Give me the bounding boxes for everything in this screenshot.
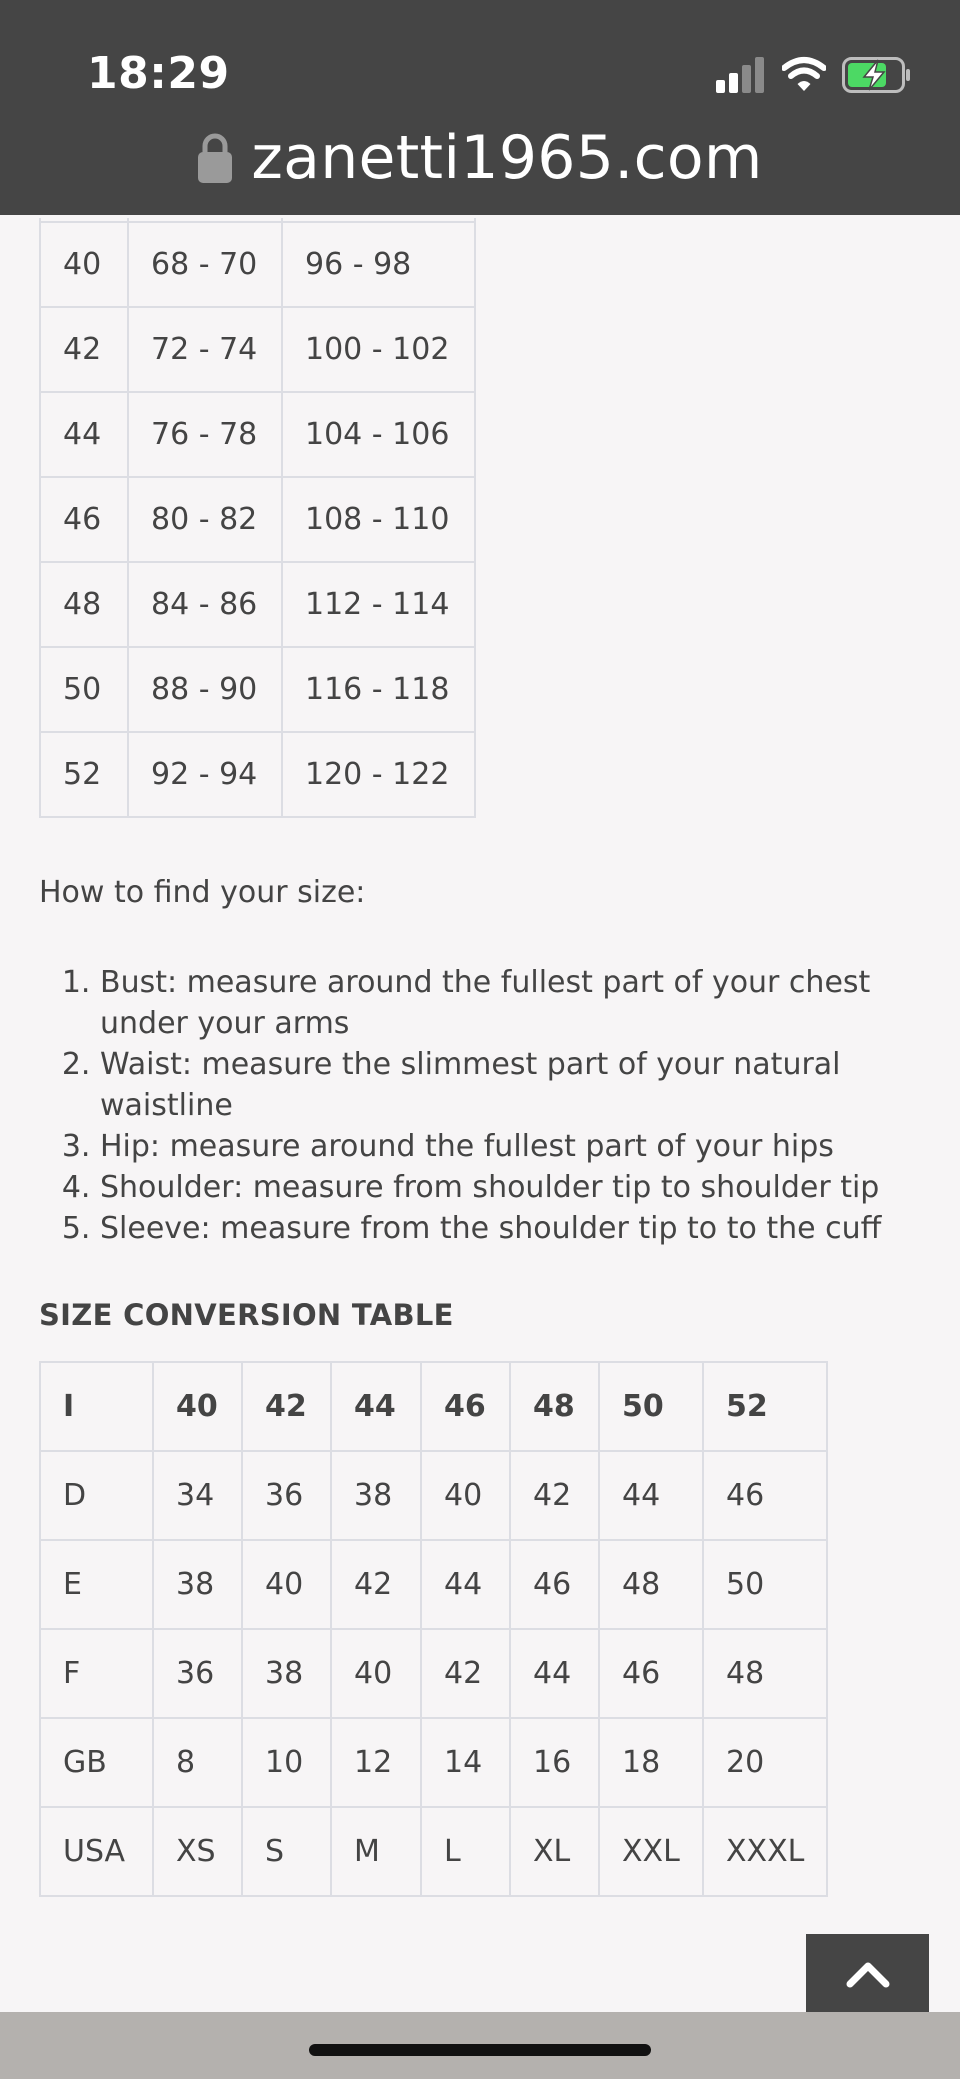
table-header-row — [40, 1362, 827, 1451]
waist-cell: 80 - 82 — [128, 477, 282, 562]
hip-cell: 100 - 102 — [282, 307, 475, 392]
chevron-up-icon — [846, 1958, 890, 1988]
table-cell: XS — [153, 1807, 242, 1896]
list-item: 3. Hip: measure around the fullest part of your hips — [100, 1126, 919, 1167]
size-cell: 46 — [40, 477, 128, 562]
home-indicator[interactable] — [309, 2044, 651, 2056]
table-cell: XXL — [599, 1807, 703, 1896]
table-cell: 50 — [703, 1540, 827, 1629]
table-cell: 16 — [510, 1718, 599, 1807]
table-cell: 38 — [153, 1540, 242, 1629]
table-row — [40, 307, 475, 392]
table-cell: 38 — [242, 1629, 331, 1718]
table-cell: D — [40, 1451, 153, 1540]
waist-cell: 84 - 86 — [128, 562, 282, 647]
waist-cell: 92 - 94 — [128, 732, 282, 817]
size-cell: 40 — [40, 222, 128, 307]
header-cell: 42 — [242, 1362, 331, 1451]
header-cell: 40 — [153, 1362, 242, 1451]
table-cell: L — [421, 1807, 510, 1896]
table-cell: 36 — [153, 1629, 242, 1718]
table-cell: 14 — [421, 1718, 510, 1807]
size-cell: 42 — [40, 307, 128, 392]
list-item: 1. Bust: measure around the fullest part of your chest under your arms — [100, 962, 919, 1044]
size-cell: 44 — [40, 392, 128, 477]
table-cell: XXXL — [703, 1807, 827, 1896]
table-row — [40, 1718, 827, 1807]
table-cell: 44 — [421, 1540, 510, 1629]
table-cell: 36 — [242, 1451, 331, 1540]
hip-cell: 120 - 122 — [282, 732, 475, 817]
table-row — [40, 222, 475, 307]
list-item: 4. Shoulder: measure from shoulder tip to shoulder tip — [100, 1167, 919, 1208]
table-cell: S — [242, 1807, 331, 1896]
size-measurement-table — [39, 218, 476, 818]
table-cell: 44 — [599, 1451, 703, 1540]
battery-charging-icon — [842, 57, 912, 93]
waist-cell: 68 - 70 — [128, 222, 282, 307]
instructions-list — [39, 962, 919, 1249]
table-row — [40, 732, 475, 817]
table-cell: 42 — [421, 1629, 510, 1718]
table-row — [40, 1807, 827, 1896]
table-cell: 12 — [331, 1718, 421, 1807]
table-cell: 8 — [153, 1718, 242, 1807]
table-cell: 42 — [510, 1451, 599, 1540]
hip-cell: 112 - 114 — [282, 562, 475, 647]
status-time: 18:29 — [87, 48, 230, 99]
table-cell: GB — [40, 1718, 153, 1807]
size-cell: 52 — [40, 732, 128, 817]
table-row — [40, 1451, 827, 1540]
table-cell: 48 — [703, 1629, 827, 1718]
size-cell: 48 — [40, 562, 128, 647]
table-cell: 34 — [153, 1451, 242, 1540]
table-cell: 42 — [331, 1540, 421, 1629]
table-cell: 38 — [331, 1451, 421, 1540]
table-cell: F — [40, 1629, 153, 1718]
header-cell: 50 — [599, 1362, 703, 1451]
waist-cell: 72 - 74 — [128, 307, 282, 392]
list-item: 2. Waist: measure the slimmest part of your natural waistline — [100, 1044, 919, 1126]
table-cell: E — [40, 1540, 153, 1629]
table-cell: XL — [510, 1807, 599, 1896]
conversion-table-title: SIZE CONVERSION TABLE — [39, 1298, 454, 1332]
waist-cell: 76 - 78 — [128, 392, 282, 477]
table-row — [40, 562, 475, 647]
hip-cell: 108 - 110 — [282, 477, 475, 562]
back-to-top-button[interactable] — [806, 1934, 929, 2012]
table-cell: 10 — [242, 1718, 331, 1807]
table-cell: 46 — [703, 1451, 827, 1540]
table-row — [40, 477, 475, 562]
lock-icon — [197, 132, 233, 184]
hip-cell: 116 - 118 — [282, 647, 475, 732]
table-cell: 40 — [242, 1540, 331, 1629]
signal-bars-icon — [716, 56, 766, 94]
table-cell: USA — [40, 1807, 153, 1896]
waist-cell: 88 - 90 — [128, 647, 282, 732]
table-cell: 46 — [599, 1629, 703, 1718]
size-conversion-table — [39, 1361, 828, 1897]
table-cell: 20 — [703, 1718, 827, 1807]
hip-cell: 104 - 106 — [282, 392, 475, 477]
instructions-heading: How to find your size: — [39, 875, 366, 910]
list-item: 5. Sleeve: measure from the shoulder tip to to the cuff — [100, 1208, 919, 1249]
header-cell: 44 — [331, 1362, 421, 1451]
table-row — [40, 392, 475, 477]
table-row — [40, 1629, 827, 1718]
table-cell: M — [331, 1807, 421, 1896]
wifi-icon — [782, 56, 826, 94]
hip-cell: 96 - 98 — [282, 222, 475, 307]
table-cell: 40 — [421, 1451, 510, 1540]
table-cell: 48 — [599, 1540, 703, 1629]
header-cell: 52 — [703, 1362, 827, 1451]
address-bar[interactable] — [0, 118, 960, 198]
browser-top-bar — [0, 0, 960, 215]
table-cell: 18 — [599, 1718, 703, 1807]
url-text: zanetti1965.com — [251, 123, 763, 193]
table-cell: 40 — [331, 1629, 421, 1718]
header-cell: I — [40, 1362, 153, 1451]
table-cell: 44 — [510, 1629, 599, 1718]
size-cell: 50 — [40, 647, 128, 732]
header-cell: 46 — [421, 1362, 510, 1451]
header-cell: 48 — [510, 1362, 599, 1451]
table-row — [40, 647, 475, 732]
table-cell: 46 — [510, 1540, 599, 1629]
table-row — [40, 1540, 827, 1629]
